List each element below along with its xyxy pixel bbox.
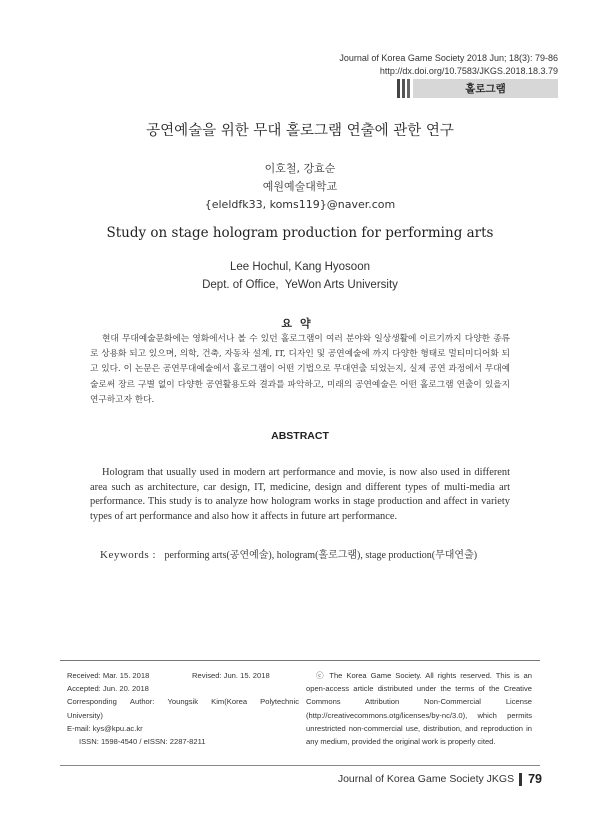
- section-band: [397, 79, 558, 98]
- journal-header: [339, 52, 558, 78]
- author-institution-end: University): [67, 710, 103, 720]
- author-emails: {eleldfk33, koms119}@naver.com: [204, 198, 396, 211]
- korean-author-block: [0, 160, 600, 214]
- abstract-body: Hologram that usually used in modern art performance and movie, is now also used in different area such as architecture, car design, IT, medicine, design and different types of multi-media art performance. This study is to analyze how hologram works in stage production and affect in variety types of art performance and also how it affects in future art performance.: [90, 467, 510, 522]
- keywords-value: performing arts(공연예술), hologram(홀로그램), stage production(무대연출): [164, 550, 478, 561]
- footer-journal-name: Journal of Korea Game Society JKGS: [337, 773, 515, 785]
- accepted-date: Accepted: Jun. 20. 2018: [67, 684, 149, 694]
- korean-affiliation: 예원예술대학교: [262, 180, 338, 193]
- korean-author-names: 이호철, 강효순: [264, 162, 336, 175]
- korean-abstract-body: 현대 무대예술문화에는 영화에서나 볼 수 있던 홀로그램이 여러 분야와 일상생활에 이르기까지 다양한 종류로 상용화 되고 있으며, 의학, 건축, 자동차 설계, IT, 디자인 및 공연예술에 까지 다양한 형태로 멀티미디어화 되고 있다. 이 논문은 공연무대예술에서 홀로그램이 어떤 기법으로 무대연출 되었는지, 실제 공연 과정에서 무대예술로써 장르 구별 없이 다양한 공연활용도와 결과를 파악하고, 미래의 공연예술은 어떤 홀로그램 연출이 있을지 연구하고자 한다.: [90, 334, 510, 405]
- revised-date: Revised: Jun. 15. 2018: [192, 671, 270, 680]
- korean-title: 공연예술을 위한 무대 홀로그램 연출에 관한 연구: [146, 123, 454, 139]
- band-stripe: [397, 79, 400, 98]
- corresponding-email: E-mail: kys@kpu.ac.kr: [67, 723, 143, 733]
- author-last-name: Kim(Korea: [211, 697, 248, 707]
- copyright-notice: ⓒ The Korea Game Society. All rights reserved. This is an open-access article distributed under the terms of the Creative Commons Attribution Non-Commercial License (http://creativecommons.otg/licenses/by-nc/3.0), which permits unrestricted non-commercial use, distribution, and reproduction in any medium, provided the original work is properly cited.: [306, 671, 532, 747]
- band-stripe: [407, 79, 410, 98]
- english-author-names: Lee Hochul, Kang Hyosoon: [229, 261, 370, 273]
- doi-link[interactable]: http://dx.doi.org/10.7583/JKGS.2018.18.3.79: [379, 66, 558, 76]
- journal-citation: Journal of Korea Game Society 2018 Jun; 18(3): 79-86: [339, 53, 558, 63]
- keywords-label: Keywords :: [100, 549, 157, 561]
- keywords-line: [100, 546, 520, 561]
- footer-divider: [60, 765, 540, 766]
- corresponding-word: Corresponding: [67, 697, 117, 707]
- author-word: Author:: [129, 697, 155, 707]
- english-title: Study on stage hologram production for performing arts: [106, 225, 494, 241]
- corresponding-author: [67, 695, 299, 708]
- author-institution-start: Polytechnic: [260, 697, 299, 707]
- issn: ISSN: 1598-4540 / eISSN: 2287-8211: [79, 737, 206, 747]
- english-affiliation: Dept. of Office, YeWon Arts University: [202, 279, 398, 291]
- received-date: Received: Mar. 15. 2018: [67, 671, 150, 680]
- page-number: 79: [528, 772, 542, 786]
- english-author-block: [0, 258, 600, 294]
- page-footer: [338, 772, 542, 786]
- author-first-name: Youngsik: [167, 697, 199, 707]
- korean-abstract-heading: 요약: [281, 317, 319, 330]
- footnote-divider: [60, 660, 540, 661]
- abstract-heading: ABSTRACT: [271, 430, 329, 442]
- section-label: 홀로그램: [413, 79, 558, 98]
- band-stripe: [402, 79, 405, 98]
- footer-separator: [519, 773, 522, 786]
- article-history: [67, 669, 299, 748]
